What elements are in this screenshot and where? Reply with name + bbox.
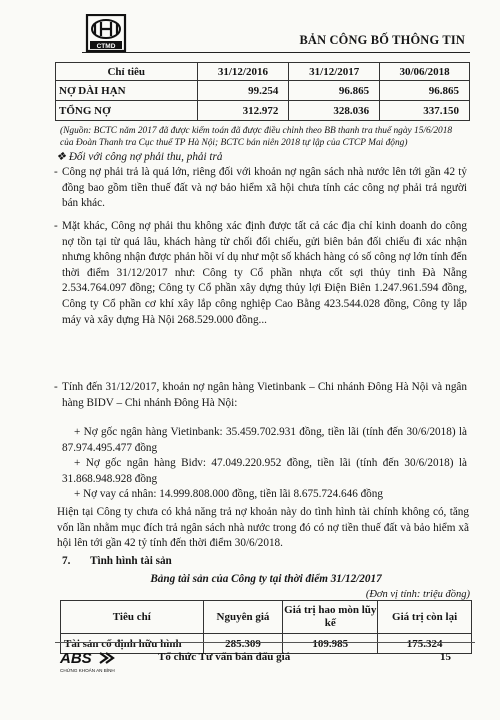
column-header: Giá trị hao mòn lũy kế [283,601,378,634]
section-heading [62,555,172,567]
source-note: (Nguồn: BCTC năm 2017 đã được kiểm toán đã được điều chỉnh theo BB thanh tra thuế ngày 15/6/2018 của Đoàn Thanh tra Cục thuế TP Hà Nội; BCTC bán niên 2018 tự lập của CTCP Mai động) [60,126,453,148]
column-header: 30/06/2018 [380,63,470,81]
table-header-row [61,601,472,634]
table-header-row [56,63,470,81]
table-cell: 96.865 [380,81,470,101]
paragraph-receivables [54,219,467,328]
abs-logo-subtext: CHỨNG KHOÁN AN BÌNH [60,668,115,673]
column-header: 31/12/2016 [197,63,289,81]
debt-table [55,62,470,121]
column-header: Chỉ tiêu [56,63,198,81]
page-number: 15 [440,651,451,663]
column-header: Giá trị còn lại [378,601,472,634]
section-number: 7. [62,555,71,567]
section-title: Tình hình tài sản [90,555,172,567]
asset-table [60,600,472,654]
paragraph-text: Tính đến 31/12/2017, khoản nợ ngân hàng Vietinbank – Chi nhánh Đông Hà Nội và ngân hàng BIDV – Chi nhánh Đông Hà Nội: [62,381,467,409]
paragraph-payables [54,165,467,212]
footer-text: Tổ chức Tư vấn bán đấu giá [158,651,291,663]
row-label: TỔNG NỢ [56,101,198,121]
abs-logo-text: ABS [60,650,92,667]
row-label: Tài sản cố định hữu hình [61,634,204,654]
column-header: Tiêu chí [61,601,204,634]
document-header-title: BẢN CÔNG BỐ THÔNG TIN [299,33,465,47]
paragraph-current-status: Hiện tại Công ty chưa có khả năng trả nợ khoản này do tình hình tài chính không có, tăng vốn lần nhằm mục đích trả ngân sách nhà nước trong đó có nợ tiền thuế đất và bảo hiểm xã hội lên tới gần 42 tỷ tính đến thời điểm 30/6/2018. [57,506,469,550]
table-row [56,81,470,101]
table-cell: 109.985 [283,634,378,654]
paragraph-text: Mặt khác, Công nợ phải thu không xác định được tất cả các địa chỉ kinh doanh do công nợ tồn tại từ quá lâu, khách hàng từ chối đối chiếu, gửi biên bản đối chiếu đi xác nhận nhưng không nhận được phản hồi ví dụ như một số khách hàng có số công nợ lớn tính đến thời điểm 31/12/2017 như: Công ty Cổ phần nhựa cốt sợi thủy tinh Đà Nẵng 2.534.764.097 đồng; Công ty Cổ phần xây dựng thủy lợi Điện Biên 1.247.961.594 đồng, Công ty Cổ phần cơ khí xây lắp công nghiệp Cao Bằng 423.544.028 đồng, Công ty lắp máy và xây dựng Hà Nội 268.529.000 đồng... [62,220,467,326]
footer-divider [55,642,475,643]
sub-item-vietinbank: + Nợ gốc ngân hàng Vietinbank: 35.459.702.931 đồng, tiền lãi (tính đến 30/6/2018) là 87.974.495.477 đồng [62,426,467,454]
table-cell: 175.324 [378,634,472,654]
dash-bullet-icon: - [54,220,58,232]
column-header: 31/12/2017 [289,63,380,81]
paragraph-bank-debt [54,380,467,411]
table-cell: 312.972 [197,101,289,121]
sub-item-bidv: + Nợ gốc ngân hàng Bidv: 47.049.220.952 đồng, tiền lãi (tính đến 30/6/2018) là 31.868.948.928 đồng [62,457,467,485]
table-cell: 285.309 [203,634,283,654]
header-divider [82,52,470,53]
paragraph-text: Công nợ phải trả là quá lớn, riêng đối với khoản nợ ngân sách nhà nước lên tới gần 42 tỷ đồng bao gồm tiền thuế đất và nợ bảo hiểm xã hội chưa tính các công nợ phải trả người bán khác. [62,166,467,210]
abs-logo [58,648,138,676]
table-cell: 328.036 [289,101,380,121]
table-cell: 96.865 [289,81,380,101]
column-header: Nguyên giá [203,601,283,634]
bullet-heading-text: Đối với công nợ phải thu, phải trả [68,151,223,163]
asset-table-title: Bảng tài sản của Công ty tại thời điểm 31/12/2017 [150,573,382,585]
row-label: NỢ DÀI HẠN [56,81,198,101]
table-row [56,101,470,121]
diamond-bullet-icon: ❖ [56,151,69,163]
unit-note: (Đơn vị tính: triệu đồng) [365,589,470,600]
sub-item-personal-loan: + Nợ vay cá nhân: 14.999.808.000 đồng, tiền lãi 8.675.724.646 đồng [74,488,383,500]
ctmd-logo-text: CTMD [96,43,116,50]
table-cell: 337.150 [380,101,470,121]
dash-bullet-icon: - [54,166,58,178]
bullet-heading [56,150,456,166]
table-cell: 99.254 [197,81,289,101]
dash-bullet-icon: - [54,381,58,393]
ctmd-logo [85,14,127,54]
